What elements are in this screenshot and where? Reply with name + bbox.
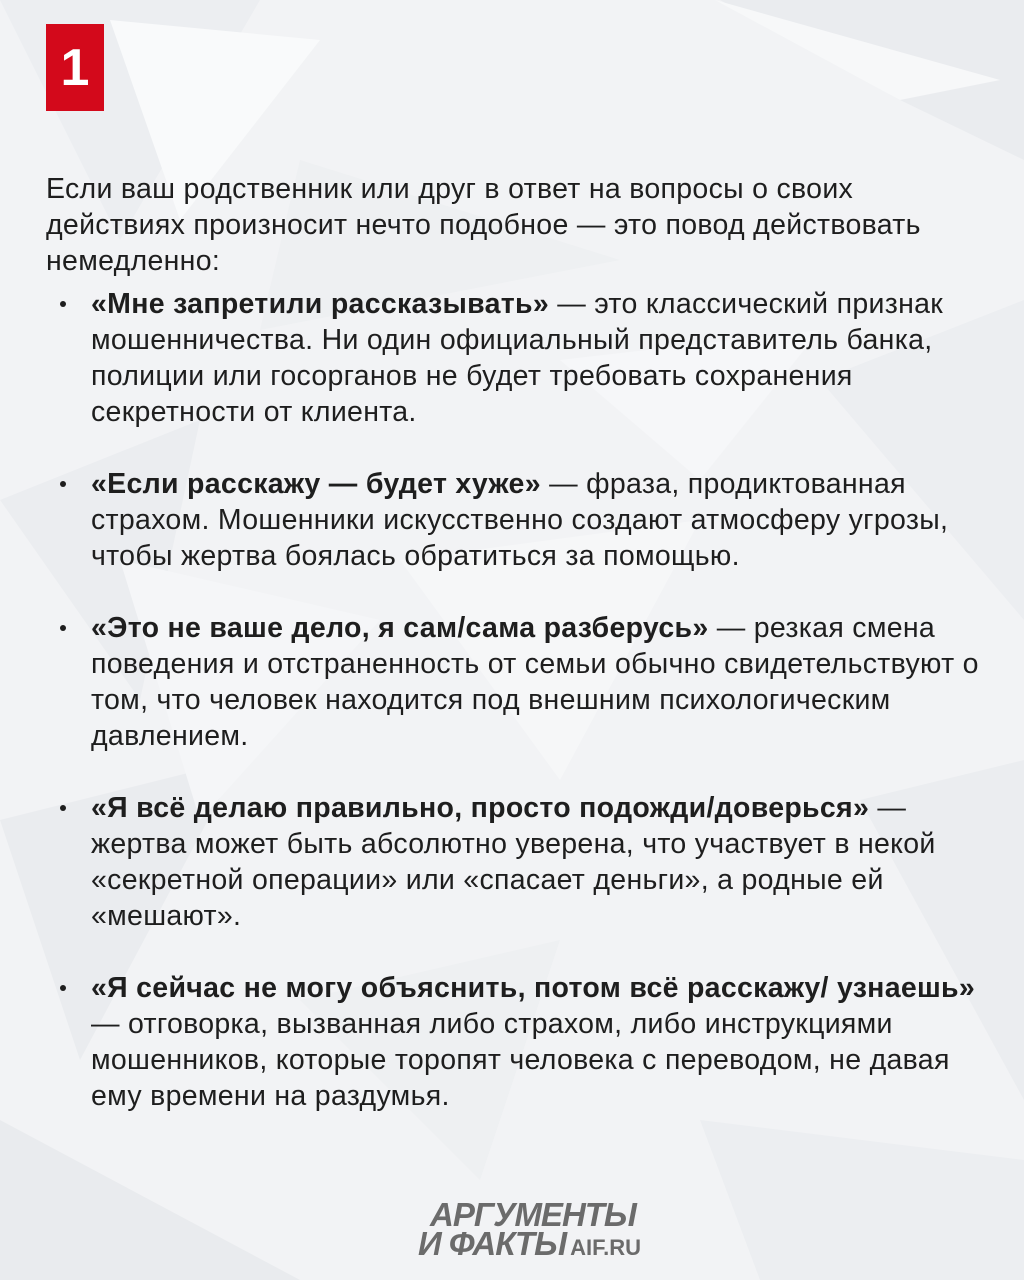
bullet-icon <box>60 625 66 631</box>
quote-phrase: «Я всё делаю правильно, просто подожди/доверься» <box>91 792 870 824</box>
list-item <box>60 970 990 1114</box>
quote-phrase: «Если расскажу — будет хуже» <box>91 468 541 500</box>
explanation: — жертва может быть абсолютно уверена, что участвует в некой «секретной операции» или «спасает деньги», а родные ей «мешают». <box>91 792 936 932</box>
bullet-icon <box>60 301 66 307</box>
quote-phrase: «Я сейчас не могу объяснить, потом всё расскажу/ узнаешь» <box>91 972 976 1004</box>
logo-line-2 <box>418 1225 641 1262</box>
list-item <box>60 610 990 754</box>
logo-line-1: АРГУМЕНТЫ <box>430 1196 636 1233</box>
bullet-icon <box>60 481 66 487</box>
quote-phrase: «Это не ваше дело, я сам/сама разберусь» <box>91 612 709 644</box>
explanation: — резкая смена поведения и отстраненность от семьи обычно свидетельствуют о том, что человек находится под внешним психологическим давлением. <box>91 612 979 752</box>
intro-paragraph: Если ваш родственник или друг в ответ на вопросы о своих действиях произносит нечто подобное — это повод действовать немедленно: <box>46 172 921 277</box>
bullet-icon <box>60 805 66 811</box>
aif-logo <box>418 1196 641 1262</box>
explanation: — это классический признак мошенничества. Ни один официальный представитель банка, полиции или госорганов не будет требовать сохранения секретности от клиента. <box>91 288 944 428</box>
explanation: — отговорка, вызванная либо страхом, либо инструкциями мошенников, которые торопят человека с переводом, не давая ему времени на раздумья. <box>91 1008 950 1112</box>
logo-line-2-text: И ФАКТЫ <box>418 1225 567 1262</box>
quote-phrase: «Мне запретили рассказывать» <box>91 288 549 320</box>
list-item <box>60 790 990 934</box>
logo-site: AIF.RU <box>570 1235 641 1260</box>
step-number: 1 <box>60 38 90 97</box>
step-number-badge <box>46 24 104 111</box>
explanation: — фраза, продиктованная страхом. Мошенники искусственно создают атмосферу угрозы, чтобы жертва боялась обратиться за помощью. <box>91 468 949 572</box>
bullet-icon <box>60 985 66 991</box>
list-item <box>60 286 990 430</box>
list-item <box>60 466 990 574</box>
